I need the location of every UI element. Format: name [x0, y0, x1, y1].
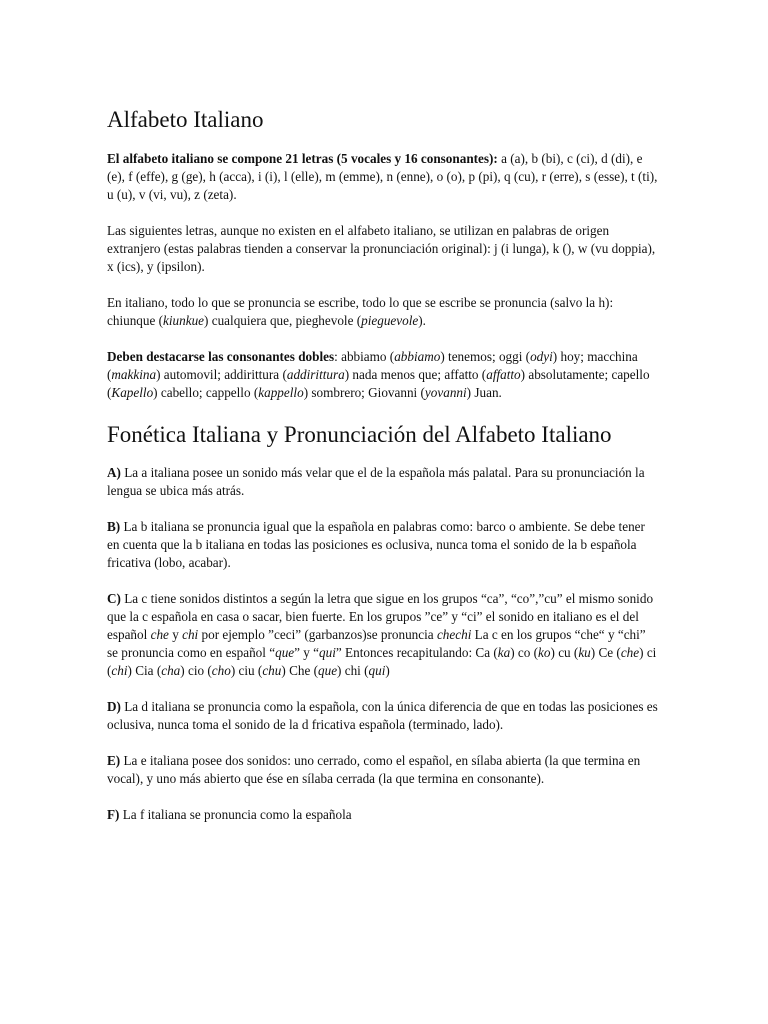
text-segment: ) Ce ( [590, 645, 621, 660]
italic-example: kiunkue [163, 313, 205, 328]
italic-example: che [150, 627, 169, 642]
letter-description: La d italiana se pronuncia como la española, con la única diferencia de que en todas las posiciones es oclusiva, nunca toma el sonido de la d fricativa española (terminado, lado). [107, 699, 658, 732]
text-segment: ) automovil; addirittura ( [156, 367, 287, 382]
paragraph-pronunciation-rule [107, 294, 659, 330]
italic-example: Kapello [111, 385, 154, 400]
letter-description: La f italiana se pronuncia como la española [119, 807, 352, 822]
letter-label: A) [107, 465, 121, 480]
document-content [107, 105, 659, 842]
text-segment: ) hoy; macchina ( [107, 349, 638, 382]
text-segment: ) cualquiera que, pieghevole ( [204, 313, 362, 328]
paragraph-foreign-letters: Las siguientes letras, aunque no existen en el alfabeto italiano, se utilizan en palabras de origen extranjero (estas palabras tienden a conservar la pronunciación original): j (i lunga), k (), w (vu doppia), x (ics), y (ipsilon). [107, 223, 656, 274]
letter-label: B) [107, 519, 121, 534]
letter-description: La a italiana posee un sonido más velar que el de la española más palatal. Para su pronunciación la lengua se ubica más atrás. [107, 465, 645, 498]
title-alfabeto-italiano: Alfabeto Italiano [107, 107, 264, 132]
text-segment: ) nada menos que; affatto ( [344, 367, 487, 382]
paragraph-alphabet-bold: El alfabeto italiano se compone 21 letras (5 vocales y 16 consonantes): [107, 151, 498, 166]
paragraph-double-consonants [107, 348, 659, 402]
text-segment: ). [418, 313, 426, 328]
italic-example: odyi [530, 349, 553, 364]
italic-example: ku [578, 645, 591, 660]
text-segment: ) Che ( [281, 663, 318, 678]
title-fonetica-italiana: Fonética Italiana y Pronunciación del Alfabeto Italiano [107, 422, 612, 447]
italic-example: qui [319, 645, 336, 660]
italic-example: qui [368, 663, 386, 678]
text-segment: : abbiamo ( [334, 349, 395, 364]
italic-example: chu [262, 663, 282, 678]
italic-example: affatto [486, 367, 521, 382]
italic-example: che [620, 645, 640, 660]
letter-label: E) [107, 753, 121, 768]
letter-label: C) [107, 591, 121, 606]
paragraph-alphabet-text: a (a), b (bi), c (ci), d (di), e (e), f (effe), g (ge), h (acca), i (i), l (elle), m (emme), n (enne), o (o), p (pi), q (cu), r (erre), s (esse), t (ti), u (u), v (vi, vu), z (zeta). [107, 151, 658, 202]
letter-label: F) [107, 807, 120, 822]
paragraph-letter-e [107, 752, 659, 788]
italic-example: cha [161, 663, 181, 678]
text-segment: En italiano, todo lo que se pronuncia se escribe, todo lo que se escribe se pronuncia (salvo la h): chiunque ( [107, 295, 614, 328]
text-segment: ) ci ( [107, 645, 657, 678]
italic-example: abbiamo [394, 349, 441, 364]
paragraph-letter-b [107, 518, 659, 572]
text-segment: por ejemplo ”ceci” (garbanzos)se pronuncia [198, 627, 437, 642]
text-segment: ” y “ [294, 645, 320, 660]
text-segment: y [168, 627, 183, 642]
italic-example: cho [211, 663, 231, 678]
text-segment: ) Cia ( [127, 663, 162, 678]
italic-example: pieguevole [361, 313, 419, 328]
italic-example: addirittura [286, 367, 345, 382]
italic-example: kappello [258, 385, 304, 400]
text-segment: ) absolutamente; capello ( [107, 367, 650, 400]
paragraph-alphabet [107, 150, 659, 204]
text-segment: ) co ( [510, 645, 539, 660]
text-segment: ) Juan. [466, 385, 502, 400]
italic-example: yovanni [424, 385, 467, 400]
text-segment: ” Entonces recapitulando: Ca ( [335, 645, 498, 660]
letter-description: La b italiana se pronuncia igual que la española en palabras como: barco o ambiente. Se debe tener en cuenta que la b italiana en todas las posiciones es oclusiva, nunca toma el sonido de la b española fricativa (lobo, acabar). [107, 519, 645, 570]
text-segment: La c tiene sonidos distintos a según la letra que sigue en los grupos “ca”, “co”,”cu” el mismo sonido que la c española en casa o sacar, bien fuerte. En los grupos ”ce” y “ci” el sonido en italiano es el del español [107, 591, 654, 642]
letter-description: La e italiana posee dos sonidos: uno cerrado, como el español, en sílaba abierta (la que termina en vocal), y uno más abierto que ése en sílaba cerrada (la que termina en consonante). [107, 753, 641, 786]
paragraph-double-consonants-bold: Deben destacarse las consonantes dobles [107, 349, 335, 364]
paragraph-letter-c [107, 590, 659, 680]
paragraph-letter-d [107, 698, 659, 734]
italic-example: que [275, 645, 295, 660]
text-segment: ) cabello; cappello ( [153, 385, 259, 400]
text-segment: ) cio ( [180, 663, 212, 678]
text-segment: La c en los grupos “che“ y “chi” se pronuncia como en español “ [107, 627, 646, 660]
text-segment: ) ciu ( [230, 663, 263, 678]
italic-example: makkina [111, 367, 157, 382]
text-segment: ) sombrero; Giovanni ( [303, 385, 425, 400]
letter-label: D) [107, 699, 121, 714]
italic-example: chi [182, 627, 199, 642]
italic-example: ka [497, 645, 511, 660]
text-segment: ) chi ( [337, 663, 369, 678]
text-segment: ) [385, 663, 390, 678]
text-segment: ) cu ( [550, 645, 579, 660]
paragraph-letter-f [107, 806, 659, 824]
italic-example: que [318, 663, 338, 678]
italic-example: ko [538, 645, 551, 660]
italic-example: chechi [436, 627, 472, 642]
italic-example: chi [111, 663, 128, 678]
text-segment: ) tenemos; oggi ( [440, 349, 531, 364]
paragraph-letter-a [107, 464, 659, 500]
